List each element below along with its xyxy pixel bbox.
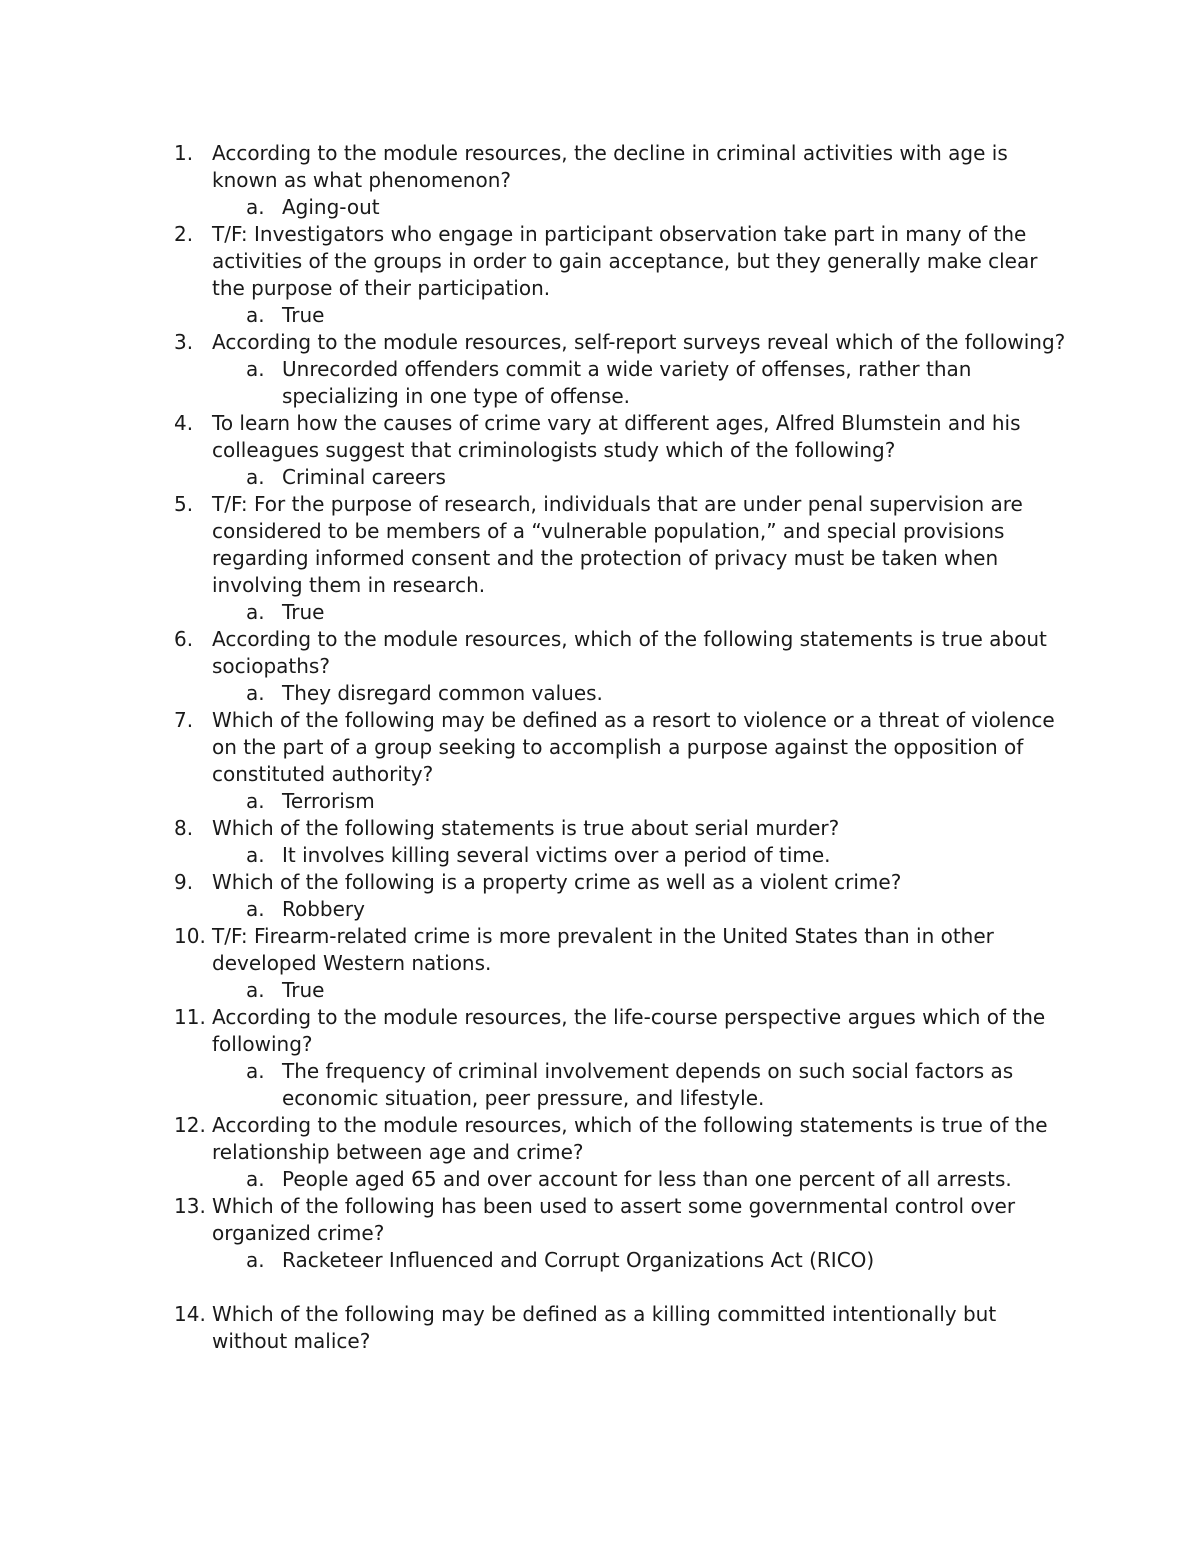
answer-item — [0, 1247, 1200, 1274]
answer-text: People aged 65 and over account for less than one percent of all arrests. — [282, 1167, 1012, 1191]
answer-item — [0, 1058, 1200, 1112]
answer-text: The frequency of criminal involvement depends on such social factors as economic situation, peer pressure, and lifestyle. — [282, 1059, 1014, 1110]
question-text: Which of the following may be defined as a killing committed intentionally but without malice? — [212, 1302, 997, 1353]
question-number: 4. — [174, 411, 194, 435]
answer-item — [0, 842, 1200, 869]
question-item — [0, 329, 1200, 410]
answer-item — [0, 194, 1200, 221]
question-number: 13. — [174, 1194, 206, 1218]
answer-letter: a. — [246, 1248, 265, 1272]
question-text: According to the module resources, the decline in criminal activities with age is known as what phenomenon? — [212, 141, 1008, 192]
question-number: 2. — [174, 222, 194, 246]
answer-text: They disregard common values. — [282, 681, 603, 705]
question-text: Which of the following is a property crime as well as a violent crime? — [212, 870, 902, 894]
question-text: Which of the following has been used to assert some governmental control over organized crime? — [212, 1194, 1016, 1245]
question-text: According to the module resources, which of the following statements is true about sociopaths? — [212, 627, 1047, 678]
question-text: Which of the following statements is true about serial murder? — [212, 816, 840, 840]
answer-letter: a. — [246, 465, 265, 489]
question-item — [0, 491, 1200, 626]
answer-item — [0, 302, 1200, 329]
answer-item — [0, 977, 1200, 1004]
question-text: T/F: Firearm-related crime is more prevalent in the United States than in other developed Western nations. — [212, 924, 994, 975]
answer-letter: a. — [246, 681, 265, 705]
question-item — [0, 815, 1200, 869]
question-item — [0, 221, 1200, 329]
question-item — [0, 923, 1200, 1004]
question-text: According to the module resources, self-report surveys reveal which of the following? — [212, 330, 1066, 354]
question-number: 9. — [174, 870, 194, 894]
question-number: 11. — [174, 1005, 206, 1029]
answer-item — [0, 896, 1200, 923]
question-item — [0, 1193, 1200, 1274]
question-item — [0, 1004, 1200, 1112]
question-item — [0, 626, 1200, 707]
question-text: T/F: For the purpose of research, individuals that are under penal supervision are considered to be members of a “vulnerable population,” and special provisions regarding informed consent and the protection of privacy must be taken when involving them in research. — [212, 492, 1023, 597]
answer-letter: a. — [246, 1059, 265, 1083]
question-item — [0, 1112, 1200, 1193]
answer-text: It involves killing several victims over a period of time. — [282, 843, 831, 867]
answer-text: Racketeer Influenced and Corrupt Organizations Act (RICO) — [282, 1248, 875, 1272]
question-number: 10. — [174, 924, 206, 948]
answer-letter: a. — [246, 195, 265, 219]
question-item — [0, 410, 1200, 491]
answer-letter: a. — [246, 843, 265, 867]
question-number: 14. — [174, 1302, 206, 1326]
question-item — [0, 707, 1200, 815]
question-number: 8. — [174, 816, 194, 840]
answer-letter: a. — [246, 303, 265, 327]
question-item — [0, 140, 1200, 221]
answer-item — [0, 788, 1200, 815]
answer-letter: a. — [246, 357, 265, 381]
answer-letter: a. — [246, 897, 265, 921]
question-number: 7. — [174, 708, 194, 732]
answer-letter: a. — [246, 978, 265, 1002]
question-number: 1. — [174, 141, 194, 165]
question-list — [0, 140, 1200, 1355]
answer-text: True — [282, 978, 325, 1002]
question-text: To learn how the causes of crime vary at different ages, Alfred Blumstein and his colleagues suggest that criminologists study which of the following? — [212, 411, 1021, 462]
answer-item — [0, 1166, 1200, 1193]
question-text: T/F: Investigators who engage in participant observation take part in many of the activities of the groups in order to gain acceptance, but they generally make clear the purpose of their participation. — [212, 222, 1038, 300]
answer-text: Aging-out — [282, 195, 380, 219]
answer-item — [0, 356, 1200, 410]
answer-text: True — [282, 303, 325, 327]
question-number: 3. — [174, 330, 194, 354]
question-text: Which of the following may be defined as a resort to violence or a threat of violence on the part of a group seeking to accomplish a purpose against the opposition of constituted authority? — [212, 708, 1055, 786]
question-text: According to the module resources, which of the following statements is true of the relationship between age and crime? — [212, 1113, 1048, 1164]
answer-text: Terrorism — [282, 789, 375, 813]
answer-item — [0, 599, 1200, 626]
answer-letter: a. — [246, 600, 265, 624]
question-number: 5. — [174, 492, 194, 516]
answer-letter: a. — [246, 1167, 265, 1191]
answer-text: Unrecorded offenders commit a wide variety of offenses, rather than specializing in one type of offense. — [282, 357, 972, 408]
answer-item — [0, 464, 1200, 491]
answer-text: Robbery — [282, 897, 365, 921]
answer-text: True — [282, 600, 325, 624]
answer-item — [0, 680, 1200, 707]
answer-letter: a. — [246, 789, 265, 813]
blank-line — [0, 1274, 1200, 1301]
answer-text: Criminal careers — [282, 465, 446, 489]
question-number: 12. — [174, 1113, 206, 1137]
question-item — [0, 869, 1200, 923]
question-item — [0, 1301, 1200, 1355]
question-number: 6. — [174, 627, 194, 651]
question-text: According to the module resources, the life-course perspective argues which of the following? — [212, 1005, 1046, 1056]
